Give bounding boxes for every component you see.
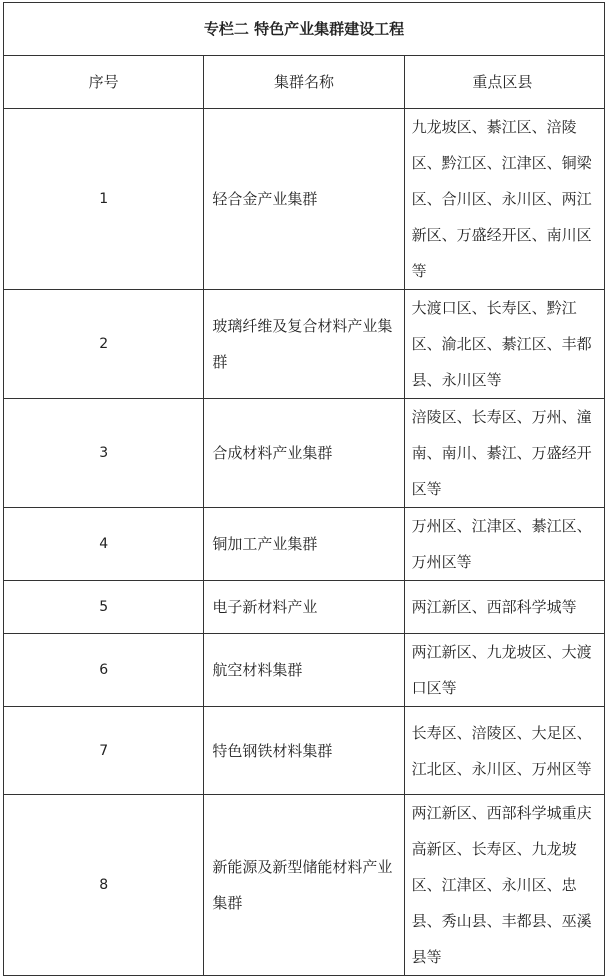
row-index: 1 <box>4 109 204 290</box>
document-table-container <box>3 2 605 966</box>
row-districts: 长寿区、涪陵区、大足区、江北区、永川区、万州区等 <box>404 707 604 795</box>
row-name: 轻合金产业集群 <box>204 109 404 290</box>
table-row <box>4 795 605 976</box>
row-index: 5 <box>4 581 204 634</box>
cluster-table <box>3 2 605 976</box>
row-name: 新能源及新型储能材料产业集群 <box>204 795 404 976</box>
row-name: 航空材料集群 <box>204 634 404 707</box>
table-row <box>4 581 605 634</box>
row-index: 8 <box>4 795 204 976</box>
row-name: 电子新材料产业 <box>204 581 404 634</box>
row-name: 铜加工产业集群 <box>204 508 404 581</box>
table-row <box>4 399 605 508</box>
row-index: 6 <box>4 634 204 707</box>
header-index: 序号 <box>4 56 204 109</box>
title-row <box>4 3 605 56</box>
row-name: 合成材料产业集群 <box>204 399 404 508</box>
row-districts: 涪陵区、长寿区、万州、潼南、南川、綦江、万盛经开区等 <box>404 399 604 508</box>
row-index: 7 <box>4 707 204 795</box>
header-name: 集群名称 <box>204 56 404 109</box>
row-name: 特色钢铁材料集群 <box>204 707 404 795</box>
row-districts: 大渡口区、长寿区、黔江区、渝北区、綦江区、丰都县、永川区等 <box>404 290 604 399</box>
table-row <box>4 290 605 399</box>
row-districts: 万州区、江津区、綦江区、万州区等 <box>404 508 604 581</box>
row-name: 玻璃纤维及复合材料产业集群 <box>204 290 404 399</box>
row-index: 2 <box>4 290 204 399</box>
row-districts: 两江新区、西部科学城重庆高新区、长寿区、九龙坡区、江津区、永川区、忠县、秀山县、丰都县、巫溪县等 <box>404 795 604 976</box>
row-districts: 两江新区、西部科学城等 <box>404 581 604 634</box>
row-districts: 九龙坡区、綦江区、涪陵区、黔江区、江津区、铜梁区、合川区、永川区、两江新区、万盛经开区、南川区等 <box>404 109 604 290</box>
row-districts: 两江新区、九龙坡区、大渡口区等 <box>404 634 604 707</box>
row-index: 3 <box>4 399 204 508</box>
table-row <box>4 109 605 290</box>
header-districts: 重点区县 <box>404 56 604 109</box>
table-title: 专栏二 特色产业集群建设工程 <box>4 3 605 56</box>
table-row <box>4 634 605 707</box>
table-row <box>4 707 605 795</box>
row-index: 4 <box>4 508 204 581</box>
table-row <box>4 508 605 581</box>
header-row <box>4 56 605 109</box>
